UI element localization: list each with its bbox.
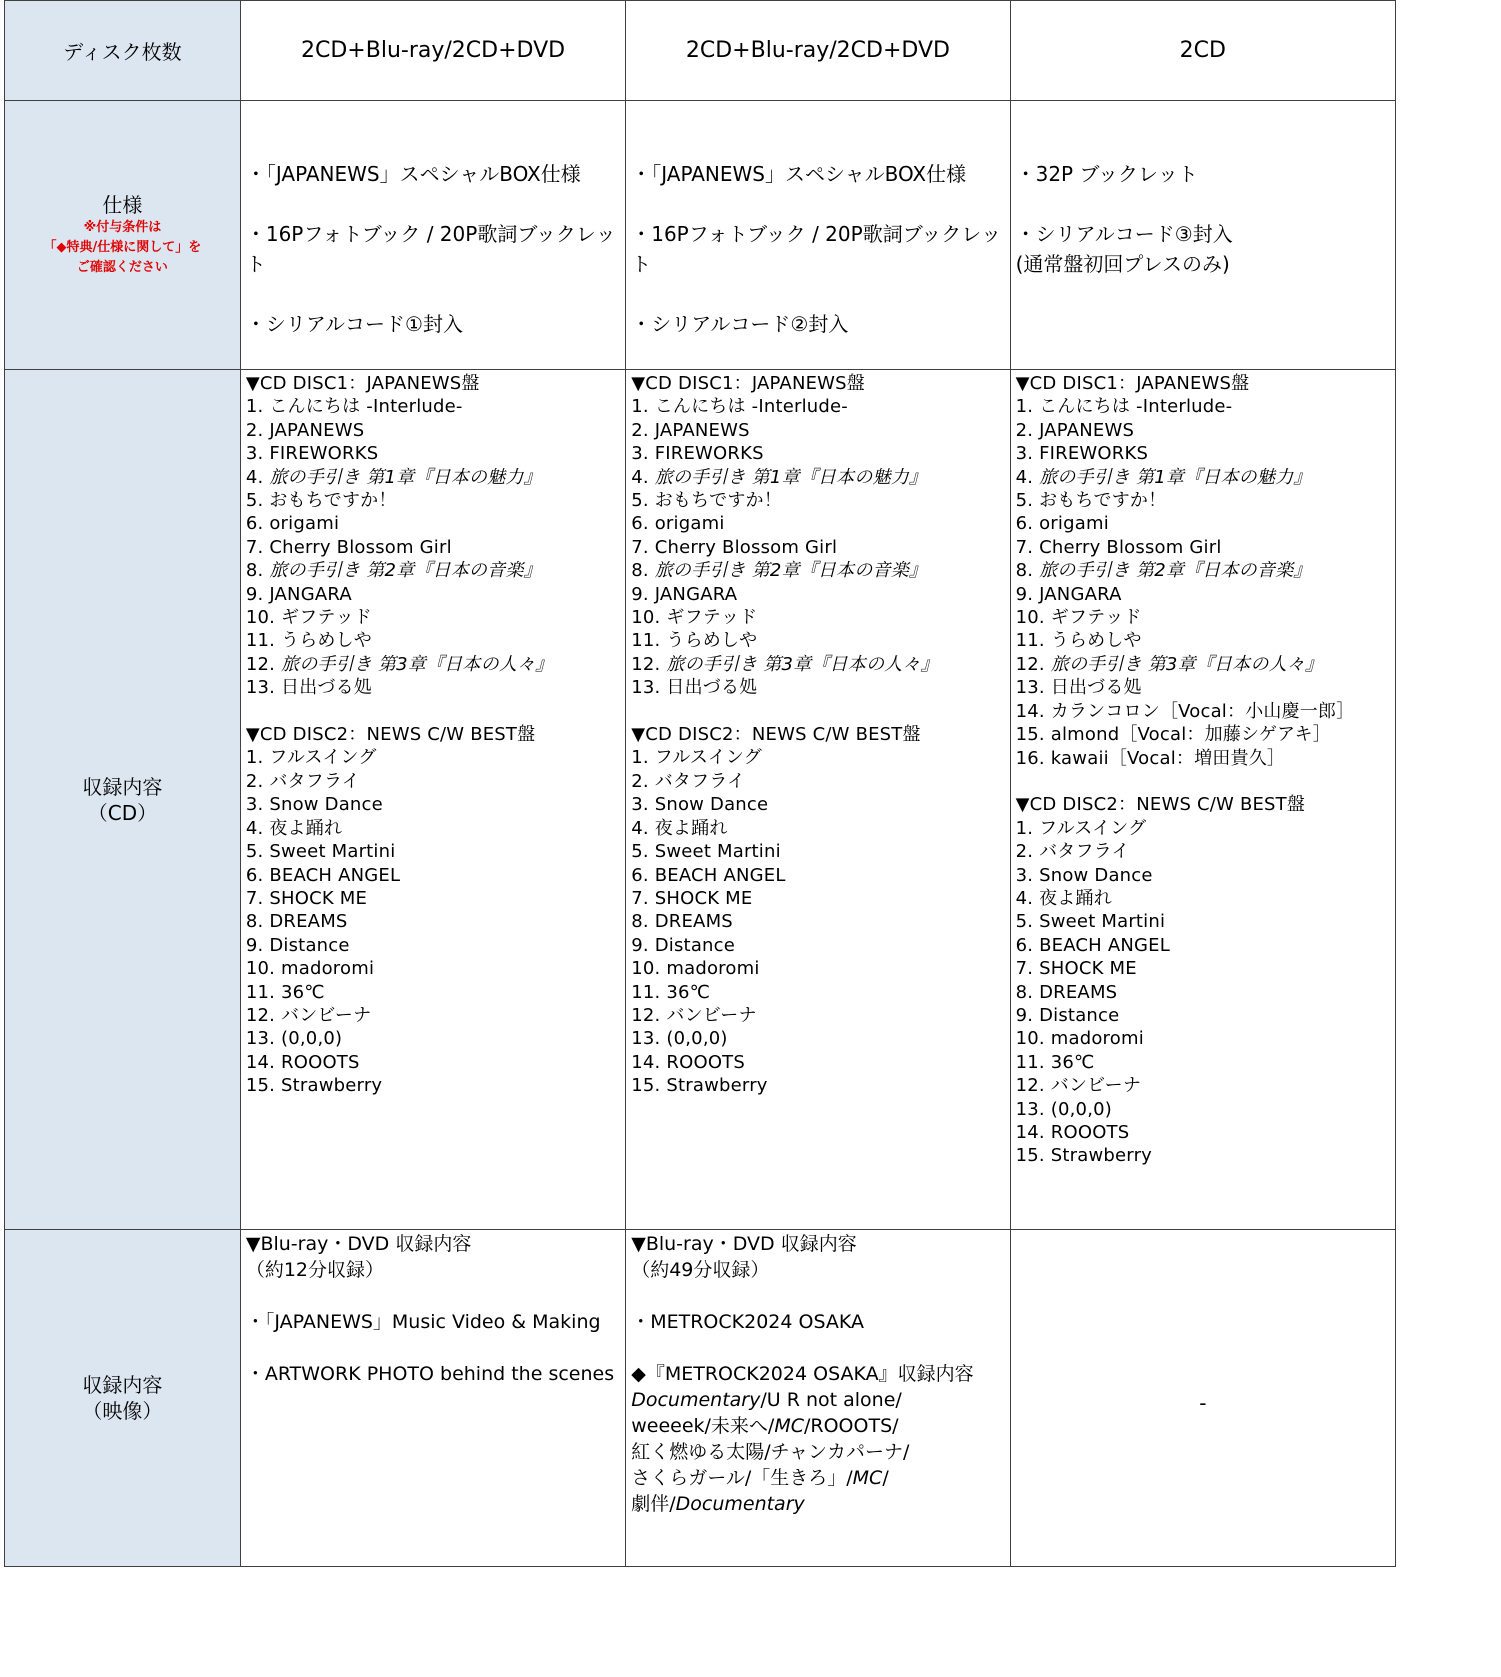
edition-2-tracklist: [626, 370, 1010, 1230]
track: 1. こんにちは -Interlude-: [245, 396, 463, 418]
track: 1. こんにちは -Interlude-: [1015, 396, 1233, 418]
track: 3. Snow Dance: [631, 794, 769, 816]
video-title: ▼Blu-ray・DVD 収録内容: [245, 1233, 472, 1255]
track: 9. Distance: [245, 934, 350, 956]
disc1-title: ▼CD DISC1：JAPANEWS盤: [1015, 373, 1250, 394]
track: 11. うらめしや: [245, 630, 372, 652]
track: 13. (0,0,0): [1015, 1098, 1112, 1120]
track: 4. 旅の手引き 第1章『日本の魅力』: [245, 466, 542, 488]
setlist-line: 紅く燃ゆる太陽/チャンカパーナ/: [631, 1441, 910, 1463]
track: 5. おもちですか！: [631, 490, 782, 512]
cd-contents-row: [5, 370, 1396, 1230]
track: 2. バタフライ: [1015, 841, 1130, 863]
track: 1. こんにちは -Interlude-: [631, 396, 848, 418]
video-title: ▼Blu-ray・DVD 収録内容: [631, 1233, 857, 1255]
track: 6. BEACH ANGEL: [1015, 934, 1170, 956]
disc1-title: ▼CD DISC1：JAPANEWS盤: [245, 373, 480, 394]
setlist-line: weeeek/未来へ/MC/ROOOTS/: [631, 1415, 899, 1437]
disc1-title: ▼CD DISC1：JAPANEWS盤: [631, 373, 866, 394]
track: 13. 日出づる処: [1015, 677, 1142, 699]
video-contents-row: [5, 1230, 1396, 1567]
track: 9. Distance: [1015, 1004, 1120, 1026]
cd-label: 収録内容: [82, 774, 163, 799]
track: 3. FIREWORKS: [1015, 443, 1149, 465]
track: 8. 旅の手引き 第2章『日本の音楽』: [1015, 560, 1312, 582]
track: 5. おもちですか！: [245, 490, 397, 512]
video-item: ・「JAPANEWS」Music Video & Making: [245, 1311, 601, 1333]
track: 11. 36℃: [631, 981, 711, 1003]
video-label-cell: [5, 1230, 241, 1567]
track: 6. origami: [631, 513, 725, 535]
setlist-line: 劇伴/Documentary: [631, 1493, 805, 1515]
track: 3. Snow Dance: [1015, 864, 1153, 886]
track: 10. ギフテッド: [245, 607, 372, 629]
edition-1-tracklist: [240, 370, 625, 1230]
track: 13. 日出づる処: [631, 677, 758, 699]
track: 11. 36℃: [245, 981, 325, 1003]
disc2-title: ▼CD DISC2：NEWS C/W BEST盤: [1015, 794, 1306, 816]
spec-item: ・「JAPANEWS」スペシャルBOX仕様: [631, 162, 967, 186]
setlist-line: さくらガール/「生きろ」/MC/: [631, 1467, 889, 1489]
cd-label-cell: [5, 370, 241, 1230]
setlist-line: Documentary/U R not alone/: [631, 1389, 902, 1411]
spec-note: ※付与条件は 「◆特典/仕様に関して」を ご確認ください: [43, 220, 202, 275]
product-comparison-table: [4, 0, 1396, 1567]
track: 12. バンビーナ: [245, 1004, 372, 1026]
track: 4. 旅の手引き 第1章『日本の魅力』: [631, 466, 928, 488]
track: 9. Distance: [631, 934, 736, 956]
edition-1-spec: [240, 101, 625, 370]
track: 4. 夜よ踊れ: [1015, 887, 1112, 909]
track: 8. DREAMS: [1015, 981, 1118, 1003]
track: 13. (0,0,0): [245, 1028, 343, 1050]
track: 9. JANGARA: [1015, 583, 1122, 605]
disc2-title: ▼CD DISC2：NEWS C/W BEST盤: [631, 724, 921, 746]
video-duration: （約49分収録）: [631, 1259, 770, 1281]
track: 4. 夜よ踊れ: [631, 817, 728, 839]
track: 10. madoromi: [1015, 1028, 1144, 1050]
track: 13. 日出づる処: [245, 677, 372, 699]
edition-2-video: [626, 1230, 1010, 1567]
track: 5. Sweet Martini: [245, 841, 396, 863]
track: 7. SHOCK ME: [1015, 958, 1137, 980]
track: 5. おもちですか！: [1015, 490, 1167, 512]
spec-item: ・シリアルコード③封入: [1015, 222, 1233, 246]
track: 8. 旅の手引き 第2章『日本の音楽』: [631, 560, 928, 582]
track: 8. 旅の手引き 第2章『日本の音楽』: [245, 560, 542, 582]
track: 10. madoromi: [245, 958, 375, 980]
track: 6. BEACH ANGEL: [245, 864, 401, 886]
track: 15. almond［Vocal：加藤シゲアキ］: [1015, 724, 1331, 746]
track: 3. FIREWORKS: [631, 443, 764, 465]
track: 7. Cherry Blossom Girl: [631, 536, 838, 558]
spec-item: ・16Pフォトブック / 20P歌詞ブックレット: [245, 222, 616, 276]
video-label-sub: （映像）: [82, 1399, 163, 1423]
track: 12. バンビーナ: [1015, 1075, 1142, 1097]
spec-row: [5, 101, 1396, 370]
track: 15. Strawberry: [631, 1075, 768, 1097]
track: 10. ギフテッド: [631, 607, 758, 629]
track: 10. madoromi: [631, 958, 760, 980]
track: 6. origami: [245, 513, 340, 535]
spec-item: ・16Pフォトブック / 20P歌詞ブックレット: [631, 222, 1002, 276]
disc-count-row: [5, 1, 1396, 101]
track: 7. Cherry Blossom Girl: [1015, 536, 1222, 558]
track: 2. JAPANEWS: [631, 419, 750, 441]
spec-label-cell: [5, 101, 241, 370]
track: 12. 旅の手引き 第3章『日本の人々』: [631, 653, 939, 675]
track: 15. Strawberry: [1015, 1145, 1153, 1167]
track: 1. フルスイング: [1015, 817, 1147, 839]
track: 8. DREAMS: [631, 911, 733, 933]
video-duration: （約12分収録）: [245, 1259, 385, 1281]
spec-item-note: (通常盤初回プレスのみ): [1015, 252, 1230, 276]
edition-3-disc-count: 2CD: [1010, 1, 1395, 101]
track: 2. JAPANEWS: [1015, 419, 1135, 441]
track: 2. JAPANEWS: [245, 419, 365, 441]
edition-1-disc-count: 2CD+Blu-ray/2CD+DVD: [240, 1, 625, 101]
disc-count-label: ディスク枚数: [5, 1, 241, 101]
track: 5. Sweet Martini: [1015, 911, 1166, 933]
track: 14. ROOOTS: [1015, 1121, 1130, 1143]
spec-item: ・シリアルコード②封入: [631, 312, 849, 336]
track: 1. フルスイング: [245, 747, 377, 769]
spec-label: 仕様: [102, 193, 143, 217]
track: 3. FIREWORKS: [245, 443, 379, 465]
cd-label-sub: （CD）: [87, 800, 158, 825]
video-label: 収録内容: [82, 1373, 163, 1397]
track: 14. ROOOTS: [631, 1051, 746, 1073]
edition-3-tracklist: [1010, 370, 1395, 1230]
edition-2-disc-count: 2CD+Blu-ray/2CD+DVD: [626, 1, 1010, 101]
track: 2. バタフライ: [631, 770, 746, 792]
video-item: ・ARTWORK PHOTO behind the scenes: [245, 1363, 615, 1385]
track: 3. Snow Dance: [245, 794, 383, 816]
setlist-title: ◆『METROCK2024 OSAKA』収録内容: [631, 1363, 974, 1385]
spec-item: ・32P ブックレット: [1015, 162, 1198, 186]
track: 13. (0,0,0): [631, 1028, 728, 1050]
track: 9. JANGARA: [631, 583, 738, 605]
track: 14. ROOOTS: [245, 1051, 360, 1073]
track: 12. 旅の手引き 第3章『日本の人々』: [1015, 653, 1324, 675]
track: 4. 旅の手引き 第1章『日本の魅力』: [1015, 466, 1312, 488]
track: 12. 旅の手引き 第3章『日本の人々』: [245, 653, 554, 675]
track: 12. バンビーナ: [631, 1004, 757, 1026]
edition-2-spec: [626, 101, 1010, 370]
track: 1. フルスイング: [631, 747, 762, 769]
track: 6. BEACH ANGEL: [631, 864, 786, 886]
track: 10. ギフテッド: [1015, 607, 1142, 629]
spec-item: ・シリアルコード①封入: [245, 312, 463, 336]
track: 16. kawaii［Vocal：増田貴久］: [1015, 747, 1286, 769]
track: 11. うらめしや: [631, 630, 758, 652]
disc2-title: ▼CD DISC2：NEWS C/W BEST盤: [245, 724, 536, 746]
track: 11. 36℃: [1015, 1051, 1095, 1073]
track: 4. 夜よ踊れ: [245, 817, 343, 839]
track: 9. JANGARA: [245, 583, 352, 605]
track: 5. Sweet Martini: [631, 841, 781, 863]
track: 6. origami: [1015, 513, 1109, 535]
track: 2. バタフライ: [245, 770, 360, 792]
track: 7. SHOCK ME: [631, 887, 753, 909]
track: 7. Cherry Blossom Girl: [245, 536, 452, 558]
track: 8. DREAMS: [245, 911, 348, 933]
track: 11. うらめしや: [1015, 630, 1142, 652]
edition-1-video: [240, 1230, 625, 1567]
track: 7. SHOCK ME: [245, 887, 368, 909]
track: 14. カランコロン［Vocal：小山慶一郎］: [1015, 700, 1355, 722]
edition-3-video: -: [1010, 1230, 1395, 1567]
video-item: ・METROCK2024 OSAKA: [631, 1311, 864, 1333]
track: 15. Strawberry: [245, 1075, 383, 1097]
spec-item: ・「JAPANEWS」スペシャルBOX仕様: [245, 162, 581, 186]
edition-3-spec: [1010, 101, 1395, 370]
